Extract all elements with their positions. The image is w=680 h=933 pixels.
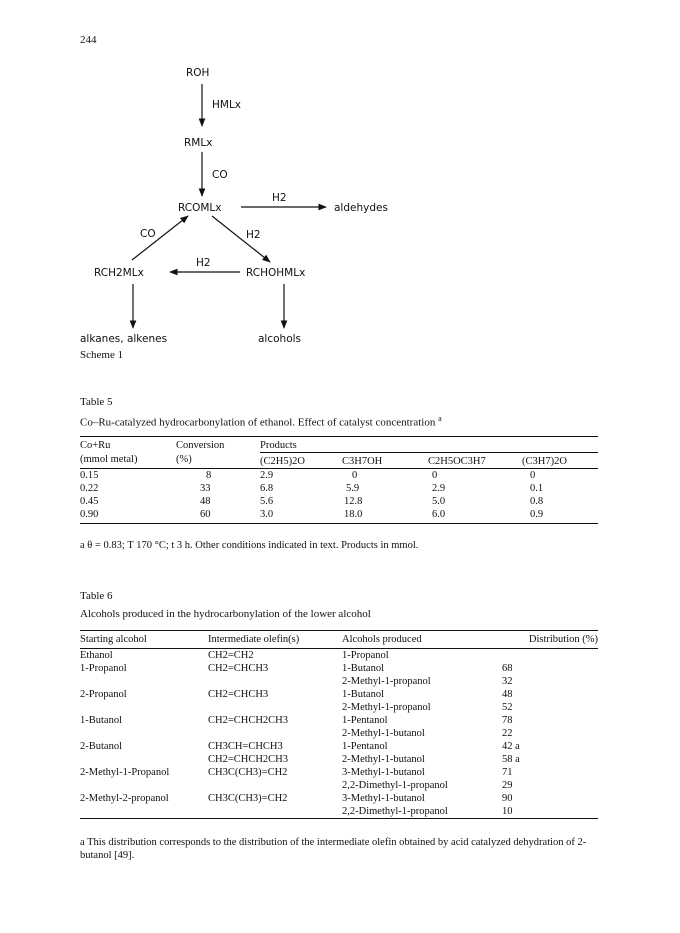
table-cell: [80, 727, 208, 740]
table-cell: 5.0: [432, 496, 446, 507]
table-cell: 52: [502, 702, 513, 713]
arrow-h2-diagonal: [212, 216, 270, 262]
table-cell: 2-Butanol: [80, 741, 122, 752]
table-cell: 2-Methyl-1-propanol: [342, 702, 431, 713]
table-cell: 90: [502, 793, 513, 804]
table-cell: 5.9: [346, 483, 360, 494]
table6-title: Alcohols produced in the hydrocarbonylation of the lower alcohol: [80, 608, 371, 620]
table5-title: Co–Ru-catalyzed hydrocarbonylation of ethanol. Effect of catalyst concentration $^a$: [80, 414, 442, 429]
table6-label: Table 6: [80, 590, 113, 602]
t6-h-3: Distribution (%): [528, 634, 598, 645]
table-cell: 0.22: [80, 483, 99, 494]
table-cell: 5.6: [260, 496, 274, 507]
table-cell: 2-Methyl-2-propanol: [80, 793, 169, 804]
scheme-co-2: CO: [140, 228, 156, 240]
table-cell: 2-Methyl-1-butanol: [342, 754, 425, 765]
table-cell: 2-Methyl-1-Propanol: [80, 767, 170, 778]
table-cell: 68: [502, 663, 513, 674]
scheme-alkanes: alkanes, alkenes: [80, 333, 168, 345]
table-cell: 18.0: [344, 509, 363, 520]
table-cell: 48: [502, 689, 513, 700]
t6-h-1: Intermediate olefin(s): [208, 634, 300, 645]
table-cell: 0.9: [530, 509, 544, 520]
table-cell: CH2=CHCH3: [208, 689, 269, 700]
table-cell: 33: [200, 483, 211, 494]
table-cell: 1-Propanol: [342, 649, 494, 663]
table-cell: 12.8: [344, 496, 363, 507]
table-cell: 60: [200, 509, 211, 520]
table-cell: 0.45: [80, 496, 99, 507]
table-cell: 22: [502, 728, 513, 739]
table-cell: 8: [176, 469, 260, 483]
table-cell: [208, 675, 342, 688]
table-cell: [80, 753, 208, 766]
table-cell: 0: [342, 469, 428, 483]
table-cell: 2-Methyl-1-butanol: [342, 728, 425, 739]
scheme-hmlx: HMLx: [212, 99, 242, 111]
scheme-rmlx: RMLx: [184, 137, 213, 149]
table-cell: 58 a: [502, 754, 520, 765]
table-cell: 10: [502, 806, 513, 817]
scheme-label: Scheme 1: [80, 349, 124, 361]
table-cell: 42 a: [502, 741, 520, 752]
table-cell: 2.9: [260, 469, 342, 483]
table-cell: 1-Pentanol: [342, 741, 388, 752]
t5-h-prod-2: C2H5OC3H7: [428, 453, 522, 469]
table-cell: [80, 779, 208, 792]
t5-h-coru: Co+Ru: [80, 440, 111, 451]
table-cell: CH2=CHCH2CH3: [208, 715, 289, 726]
table6: [80, 630, 598, 819]
table-cell: 3-Methyl-1-butanol: [342, 767, 425, 778]
scheme-h2-top: H2: [272, 192, 287, 204]
table-cell: 32: [502, 676, 513, 687]
table5-footnote: a θ = 0.83; T 170 °C; t 3 h. Other conditions indicated in text. Products in mmol.: [80, 540, 419, 551]
table-cell: 2,2-Dimethyl-1-propanol: [342, 780, 448, 791]
table-cell: CH3C(CH3)=CH2: [208, 793, 288, 804]
t5-h-prod-3: (C3H7)2O: [522, 453, 598, 469]
t5-h-pct: (%): [176, 453, 192, 465]
table6-footnote: a This distribution corresponds to the distribution of the intermediate olefin obtained by acid catalyzed dehydration of 2-butanol [49].: [80, 837, 587, 861]
table-cell: 1-Butanol: [342, 663, 384, 674]
table-cell: [208, 805, 342, 819]
table-cell: 2-Propanol: [80, 689, 127, 700]
table-cell: 3-Methyl-1-butanol: [342, 793, 425, 804]
table-cell: [80, 805, 208, 819]
table-cell: 1-Butanol: [80, 715, 122, 726]
table-cell: 0.8: [530, 496, 544, 507]
table-cell: 78: [502, 715, 513, 726]
t5-h-prod-1: C3H7OH: [342, 453, 428, 469]
reaction-scheme: [0, 0, 680, 360]
page-number: 244: [80, 34, 97, 46]
table-cell: CH3C(CH3)=CH2: [208, 767, 288, 778]
t5-h-products: Products: [260, 440, 297, 451]
table-cell: 48: [200, 496, 211, 507]
table-cell: CH2=CH2: [208, 649, 342, 663]
scheme-rch2mlx: RCH2MLx: [94, 267, 144, 279]
scheme-aldehydes: aldehydes: [334, 202, 388, 214]
table-cell: CH2=CHCH2CH3: [208, 754, 289, 765]
table-cell: Ethanol: [80, 649, 208, 663]
table-cell: 71: [502, 767, 513, 778]
t5-h-mmol: (mmol metal): [80, 453, 138, 465]
table-cell: [494, 649, 598, 663]
table-cell: 2.9: [432, 483, 446, 494]
table-cell: 6.0: [432, 509, 446, 520]
table-cell: 1-Propanol: [80, 663, 127, 674]
t5-h-prod-0: (C2H5)2O: [260, 453, 342, 469]
table5-label: Table 5: [80, 396, 113, 408]
table-cell: CH2=CHCH3: [208, 663, 269, 674]
table-cell: 0.90: [80, 509, 99, 520]
scheme-rchohmlx: RCHOHMLx: [246, 267, 306, 279]
table-cell: 2-Methyl-1-propanol: [342, 676, 431, 687]
table-cell: 1-Pentanol: [342, 715, 388, 726]
t6-h-2: Alcohols produced: [342, 634, 422, 645]
table-cell: CH3CH=CHCH3: [208, 741, 283, 752]
table-cell: [208, 779, 342, 792]
scheme-rcomlx: RCOMLx: [178, 202, 222, 214]
table-cell: 6.8: [260, 483, 274, 494]
table-cell: 3.0: [260, 509, 274, 520]
table-cell: [208, 701, 342, 714]
table-cell: [208, 727, 342, 740]
scheme-roh: ROH: [186, 67, 210, 79]
table5: [80, 436, 598, 524]
table-cell: 29: [502, 780, 513, 791]
table-cell: [80, 701, 208, 714]
table-cell: 0.15: [80, 469, 176, 483]
scheme-h2-right: H2: [246, 229, 261, 241]
table-cell: 2,2-Dimethyl-1-propanol: [342, 806, 448, 817]
scheme-co-1: CO: [212, 169, 228, 181]
table-cell: 0.1: [530, 483, 544, 494]
t5-h-conv: Conversion: [176, 440, 225, 451]
table-cell: 0: [522, 469, 598, 483]
table-cell: 1-Butanol: [342, 689, 384, 700]
table-cell: [80, 675, 208, 688]
t6-h-0: Starting alcohol: [80, 634, 147, 645]
scheme-alcohols: alcohols: [258, 333, 302, 345]
table-cell: 0: [428, 469, 522, 483]
scheme-h2-mid: H2: [196, 257, 211, 269]
